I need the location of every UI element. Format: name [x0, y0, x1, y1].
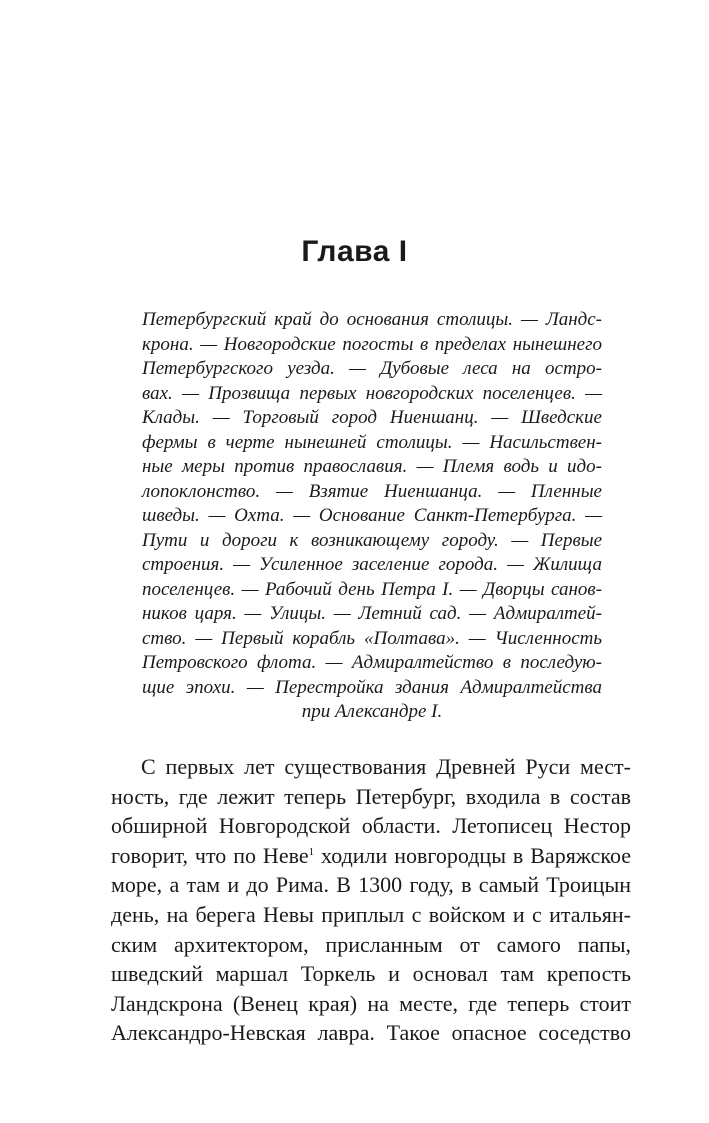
body-line [111, 841, 631, 871]
body-line: Ландскрона (Венец края) на месте, где теперь стоит [111, 990, 631, 1016]
summary-line: Клады. — Торговый город Ниеншанц. — Шведские [142, 407, 602, 428]
body-line: ность, где лежит теперь Петербург, входила в состав [111, 783, 631, 809]
summary-line: при Александре I. [301, 701, 443, 722]
summary-line: ство. — Первый корабль «Полтава». — Численность [142, 627, 602, 649]
summary-line: ные меры против православия. — Племя водь и идо- [142, 456, 602, 477]
body-line: день, на берега Невы приплыл с войском и с итальян- [111, 901, 631, 927]
body-line: Александро-Невская лавра. Такое опасное соседство [111, 1020, 631, 1046]
summary-line: фермы в черте нынешней столицы. — Насильствен- [142, 431, 602, 453]
body-line: обширной Новгородской области. Летописец Нестор [111, 813, 631, 839]
body-text-segment: ходили новгородцы в Варяжское [314, 842, 631, 868]
body-line: шведский маршал Торкель и основал там крепость [111, 961, 631, 987]
footnote-marker[interactable]: 1 [308, 845, 315, 858]
body-line: море, а там и до Рима. В 1300 году, в самый Троицын [111, 872, 631, 898]
summary-line: лопоклонство. — Взятие Ниеншанца. — Пленные [142, 480, 602, 502]
chapter-title: Глава I [301, 235, 408, 268]
summary-line: крона. — Новгородские погосты в пределах нынешнего [142, 333, 602, 355]
summary-line: Петербургского уезда. — Дубовые леса на остро- [142, 358, 602, 379]
summary-line: Петербургский край до основания столицы. — Ландс- [142, 309, 602, 330]
summary-line: вах. — Прозвища первых новгородских поселенцев. — [142, 382, 602, 404]
body-paragraph [111, 752, 631, 1048]
summary-line: поселенцев. — Рабочий день Петра I. — Дворцы санов- [142, 578, 602, 600]
body-text-segment: говорит, что по Неве [111, 842, 309, 868]
summary-line: ников царя. — Улицы. — Летний сад. — Адмиралтей- [142, 603, 602, 624]
summary-line: Петровского флота. — Адмиралтейство в последую- [142, 652, 602, 673]
body-line: С первых лет существования Древней Руси мест- [141, 754, 631, 779]
summary-line: щие эпохи. — Перестройка здания Адмиралтейства [142, 676, 602, 698]
summary-line: шведы. — Охта. — Основание Санкт-Петербурга. — [142, 505, 602, 526]
body-line: ским архитектором, присланным от самого папы, [111, 931, 631, 957]
summary-line: Пути и дороги к возникающему городу. — Первые [142, 529, 602, 551]
chapter-summary [142, 308, 602, 725]
summary-line: строения. — Усиленное заселение города. — Жилища [142, 554, 602, 575]
